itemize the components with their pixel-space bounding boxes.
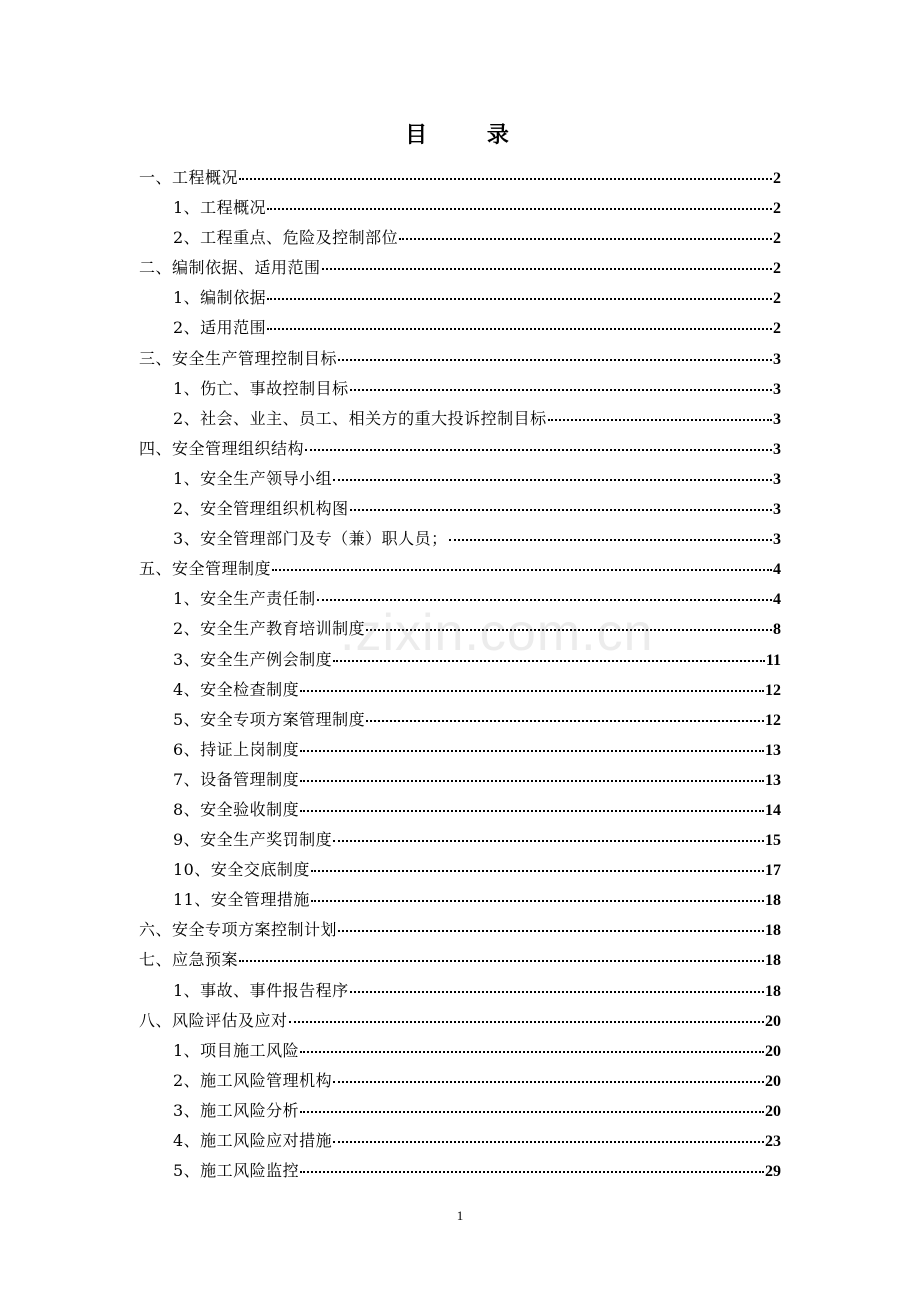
- toc-entry-page: 15: [765, 832, 781, 850]
- toc-entry-page: 18: [765, 892, 781, 910]
- dot-leader: [449, 538, 772, 541]
- dot-leader: [338, 929, 764, 932]
- toc-entry[interactable]: [139, 705, 781, 735]
- toc-entry-label: 1、工程概况: [173, 198, 267, 218]
- toc-entry[interactable]: [139, 283, 781, 313]
- toc-entry-page: 4: [773, 591, 781, 609]
- toc-entry[interactable]: [139, 554, 781, 584]
- toc-entry-label: 4、安全检查制度: [173, 679, 300, 699]
- dot-leader: [300, 779, 764, 782]
- toc-entry-label: 4、施工风险应对措施: [173, 1131, 333, 1150]
- toc-entry-page: 3: [773, 380, 781, 398]
- toc-entry-label: 3、施工风险分析: [173, 1100, 300, 1120]
- toc-entry-label: 三、安全生产管理控制目标: [139, 348, 338, 368]
- dot-leader: [272, 568, 772, 571]
- toc-entry[interactable]: [139, 945, 781, 975]
- toc-entry-page: 3: [773, 410, 781, 428]
- dot-leader: [311, 899, 764, 902]
- dot-leader: [305, 448, 772, 451]
- toc-entry[interactable]: [139, 1036, 781, 1066]
- toc-entry-page: 14: [765, 801, 781, 819]
- toc-entry[interactable]: [139, 253, 781, 283]
- dot-leader: [267, 327, 772, 330]
- toc-entry[interactable]: [139, 855, 781, 885]
- toc-entry-page: 13: [765, 741, 781, 759]
- toc-entry-label: 1、事故、事件报告程序: [173, 980, 349, 1000]
- toc-entry-page: 20: [765, 1072, 781, 1090]
- toc-entry[interactable]: [139, 404, 781, 434]
- toc-entry[interactable]: [139, 494, 781, 524]
- dot-leader: [300, 809, 764, 812]
- dot-leader: [239, 177, 772, 180]
- toc-entry[interactable]: [139, 1066, 781, 1096]
- toc-entry-page: 2: [773, 200, 781, 218]
- toc-entry-label: 1、编制依据: [173, 288, 267, 308]
- dot-leader: [311, 869, 764, 872]
- toc-entry[interactable]: [139, 464, 781, 494]
- toc-entry-label: 3、安全生产例会制度: [173, 649, 333, 669]
- toc-entry-page: 3: [773, 501, 781, 519]
- toc-entry[interactable]: [139, 1006, 781, 1036]
- toc-entry[interactable]: [139, 735, 781, 765]
- dot-leader: [333, 1080, 764, 1083]
- toc-entry-label: 一、工程概况: [139, 168, 239, 187]
- toc-entry-label: 2、工程重点、危险及控制部位: [173, 228, 399, 248]
- toc-entry-page: 18: [765, 922, 781, 940]
- dot-leader: [300, 1050, 764, 1053]
- toc-entry[interactable]: [139, 795, 781, 825]
- toc-entry-label: 2、社会、业主、员工、相关方的重大投诉控制目标: [173, 408, 547, 428]
- toc-entry-page: 17: [765, 862, 781, 880]
- toc-entry-label: 1、安全生产责任制: [173, 589, 316, 609]
- toc-entry-label: 二、编制依据、适用范围: [139, 258, 321, 278]
- toc-entry-page: 3: [773, 531, 781, 549]
- dot-leader: [239, 959, 764, 962]
- toc-entry[interactable]: [139, 193, 781, 223]
- dot-leader: [350, 508, 772, 511]
- toc-entry[interactable]: [139, 434, 781, 464]
- dot-leader: [333, 839, 764, 842]
- toc-entry-page: 18: [765, 952, 781, 970]
- toc-entry-label: 七、应急预案: [139, 950, 239, 970]
- toc-entry-label: 八、风险评估及应对: [139, 1010, 288, 1030]
- toc-entry[interactable]: [139, 344, 781, 374]
- dot-leader: [350, 990, 764, 993]
- toc-entry[interactable]: [139, 675, 781, 705]
- toc-entry-page: 23: [765, 1133, 781, 1150]
- toc-entry[interactable]: [139, 313, 781, 343]
- toc-entry-page: 2: [773, 290, 781, 308]
- toc-entry[interactable]: [139, 524, 781, 554]
- dot-leader: [300, 749, 764, 752]
- toc-entry-label: 1、项目施工风险: [173, 1040, 300, 1060]
- toc-entry-label: 五、安全管理制度: [139, 559, 272, 579]
- dot-leader: [317, 598, 772, 601]
- toc-entry-label: 2、适用范围: [173, 318, 267, 338]
- toc-entry-label: 11、安全管理措施: [173, 890, 310, 910]
- toc-entry-label: 10、安全交底制度: [173, 860, 310, 880]
- toc-entry-label: 2、施工风险管理机构: [173, 1070, 333, 1090]
- toc-entry-page: 3: [773, 470, 781, 488]
- dot-leader: [267, 297, 772, 300]
- toc-entry-page: 29: [765, 1163, 781, 1181]
- toc-entry[interactable]: [139, 1126, 781, 1156]
- toc-entry-label: 5、施工风险监控: [173, 1161, 300, 1181]
- toc-entry-label: 6、持证上岗制度: [173, 739, 300, 759]
- dot-leader: [399, 237, 772, 240]
- toc-entry[interactable]: [139, 223, 781, 253]
- toc-entry-label: 四、安全管理组织结构: [139, 438, 305, 458]
- toc-entry-label: 2、安全生产教育培训制度: [173, 619, 366, 639]
- dot-leader: [338, 358, 772, 361]
- toc-entry-page: 12: [765, 681, 781, 699]
- toc-entry-label: 7、设备管理制度: [173, 769, 300, 789]
- toc-entry-label: 9、安全生产奖罚制度: [173, 830, 333, 850]
- toc-entry-page: 11: [765, 651, 781, 669]
- dot-leader: [267, 207, 772, 210]
- watermark: .zixin.com.cn: [340, 604, 654, 662]
- dot-leader: [333, 1140, 764, 1143]
- toc-entry-label: 六、安全专项方案控制计划: [139, 920, 338, 940]
- dot-leader: [300, 689, 764, 692]
- table-of-contents: [139, 163, 781, 1186]
- toc-entry[interactable]: [139, 1156, 781, 1186]
- toc-entry-label: 3、安全管理部门及专（兼）职人员；: [173, 529, 448, 549]
- dot-leader: [366, 719, 764, 722]
- dot-leader: [300, 1170, 764, 1173]
- toc-entry-page: 3: [773, 440, 781, 458]
- toc-entry[interactable]: [139, 1096, 781, 1126]
- toc-entry[interactable]: [139, 915, 781, 945]
- dot-leader: [350, 388, 772, 391]
- toc-entry[interactable]: [139, 765, 781, 795]
- toc-entry-page: 3: [773, 350, 781, 368]
- dot-leader: [300, 1110, 764, 1113]
- toc-title: 目 录: [405, 122, 535, 148]
- toc-entry-page: 18: [765, 982, 781, 1000]
- toc-entry-page: 13: [765, 771, 781, 789]
- toc-entry-label: 5、安全专项方案管理制度: [173, 709, 366, 729]
- toc-entry[interactable]: [139, 976, 781, 1006]
- dot-leader: [333, 478, 772, 481]
- toc-entry[interactable]: [139, 374, 781, 404]
- toc-entry-page: 8: [773, 621, 781, 639]
- toc-entry[interactable]: [139, 825, 781, 855]
- toc-entry-label: 8、安全验收制度: [173, 799, 300, 819]
- toc-entry-label: 2、安全管理组织机构图: [173, 499, 349, 519]
- toc-entry-page: 20: [765, 1042, 781, 1060]
- toc-entry-page: 20: [765, 1102, 781, 1120]
- dot-leader: [289, 1020, 764, 1023]
- toc-entry-page: 2: [773, 230, 781, 248]
- page-number-footer: 1: [456, 1208, 464, 1223]
- toc-entry-page: 2: [773, 320, 781, 338]
- toc-entry-label: 1、安全生产领导小组: [173, 468, 333, 488]
- toc-entry-page: 20: [765, 1012, 781, 1030]
- toc-entry-label: 1、伤亡、事故控制目标: [173, 378, 349, 398]
- toc-entry-page: 12: [765, 711, 781, 729]
- toc-entry-page: 2: [773, 260, 781, 278]
- toc-entry[interactable]: [139, 163, 781, 193]
- toc-entry-page: 4: [773, 561, 781, 579]
- dot-leader: [322, 267, 772, 270]
- dot-leader: [548, 418, 772, 421]
- toc-entry[interactable]: [139, 885, 781, 915]
- toc-entry-page: 2: [773, 170, 781, 187]
